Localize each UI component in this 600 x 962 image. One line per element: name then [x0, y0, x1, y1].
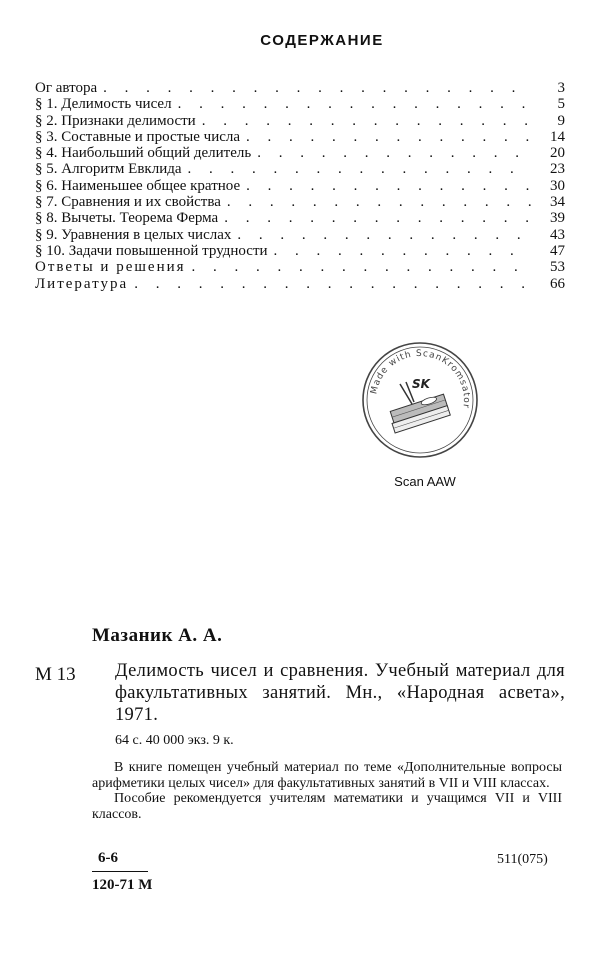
- toc-leader-dots: [178, 96, 531, 112]
- toc-entry: [35, 227, 565, 243]
- toc-leader-dots: [246, 129, 531, 145]
- toc-entry-page: 43: [550, 226, 565, 243]
- toc-entry: [35, 80, 565, 96]
- toc-entry: [35, 276, 565, 292]
- toc-list: [35, 80, 565, 292]
- toc-leader-dots: [237, 227, 531, 243]
- toc-entry-page: 47: [550, 242, 565, 259]
- toc-entry-page: 20: [550, 145, 565, 162]
- toc-entry-page: 66: [550, 275, 565, 292]
- print-details: 64 с. 40 000 экз. 9 к.: [115, 733, 234, 748]
- toc-leader-dots: [246, 178, 531, 194]
- toc-entry-label: § 6. Наименьшее общее кратное: [35, 177, 241, 194]
- divider: [92, 871, 148, 872]
- author-name: Мазаник А. А.: [92, 625, 223, 646]
- toc-entry-label: § 10. Задачи повышенной трудности: [35, 242, 268, 259]
- toc-leader-dots: [202, 113, 531, 129]
- toc-entry: [35, 259, 565, 275]
- toc-entry-page: 5: [557, 96, 565, 113]
- toc-entry-label: § 7. Сравнения и их свойства: [35, 194, 221, 211]
- toc-entry-label: § 8. Вычеты. Теорема Ферма: [35, 210, 219, 227]
- toc-entry-label: Ответы и решения: [35, 259, 186, 276]
- toc-leader-dots: [224, 210, 531, 226]
- toc-entry: [35, 178, 565, 194]
- book-stack-icon: [388, 393, 450, 433]
- stamp-badge: SK: [412, 377, 430, 391]
- toc-entry-page: 9: [557, 112, 565, 129]
- udc-code: 511(075): [497, 852, 548, 867]
- toc-entry: [35, 129, 565, 145]
- toc-leader-dots: [227, 194, 531, 210]
- toc-entry-label: § 3. Составные и простые числа: [35, 128, 241, 145]
- toc-entry-page: 14: [550, 128, 565, 145]
- toc-leader-dots: [192, 259, 531, 275]
- toc-entry-label: § 4. Наибольший общий делитель: [35, 145, 252, 162]
- scan-stamp-logo: [360, 340, 480, 460]
- toc-entry: [35, 96, 565, 112]
- toc-entry-label: § 9. Уравнения в целых числах: [35, 226, 232, 243]
- toc-entry-page: 34: [550, 194, 565, 211]
- toc-entry: [35, 113, 565, 129]
- toc-entry-page: 23: [550, 161, 565, 178]
- toc-entry-label: Ог автора: [35, 80, 98, 96]
- toc-title: СОДЕРЖАНИЕ: [260, 32, 384, 49]
- catalog-index: М 13: [35, 664, 76, 685]
- stamp-label: Scan AAW: [394, 474, 456, 489]
- annotation-paragraph: Пособие рекомендуется учителям математики и учащимся VII и VIII классов.: [92, 791, 562, 822]
- toc-entry: [35, 210, 565, 226]
- book-description: Делимость чисел и сравнения. Учебный материал для факультативных занятий. Мн., «Народная асвета», 1971.: [115, 661, 565, 725]
- toc-entry-label: § 5. Алгоритм Евклида: [35, 161, 182, 178]
- toc-entry: [35, 243, 565, 259]
- order-code: 120-71 М: [92, 877, 153, 893]
- toc-leader-dots: [134, 276, 531, 292]
- annotation: [92, 760, 562, 822]
- toc-entry-label: § 1. Делимость чисел: [35, 96, 172, 113]
- classification-code: 6-6: [98, 850, 118, 866]
- toc-entry-page: 3: [557, 80, 565, 96]
- toc-entry-page: 39: [550, 210, 565, 227]
- toc-leader-dots: [103, 80, 531, 96]
- toc-entry: [35, 145, 565, 161]
- toc-leader-dots: [274, 243, 531, 259]
- toc-leader-dots: [188, 161, 531, 177]
- toc-entry: [35, 161, 565, 177]
- stamp-circle-text: Made with ScanKromsator: [369, 348, 472, 410]
- toc-leader-dots: [257, 145, 531, 161]
- toc-entry-page: 30: [550, 177, 565, 194]
- toc-entry-page: 53: [550, 259, 565, 276]
- toc-entry: [35, 194, 565, 210]
- toc-entry-label: Литература: [35, 275, 129, 292]
- annotation-paragraph: В книге помещен учебный материал по теме «Дополнительные вопросы арифметики целых чисел» для факультативных занятий в VII и VIII классах.: [92, 760, 562, 791]
- toc-entry-label: § 2. Признаки делимости: [35, 112, 196, 129]
